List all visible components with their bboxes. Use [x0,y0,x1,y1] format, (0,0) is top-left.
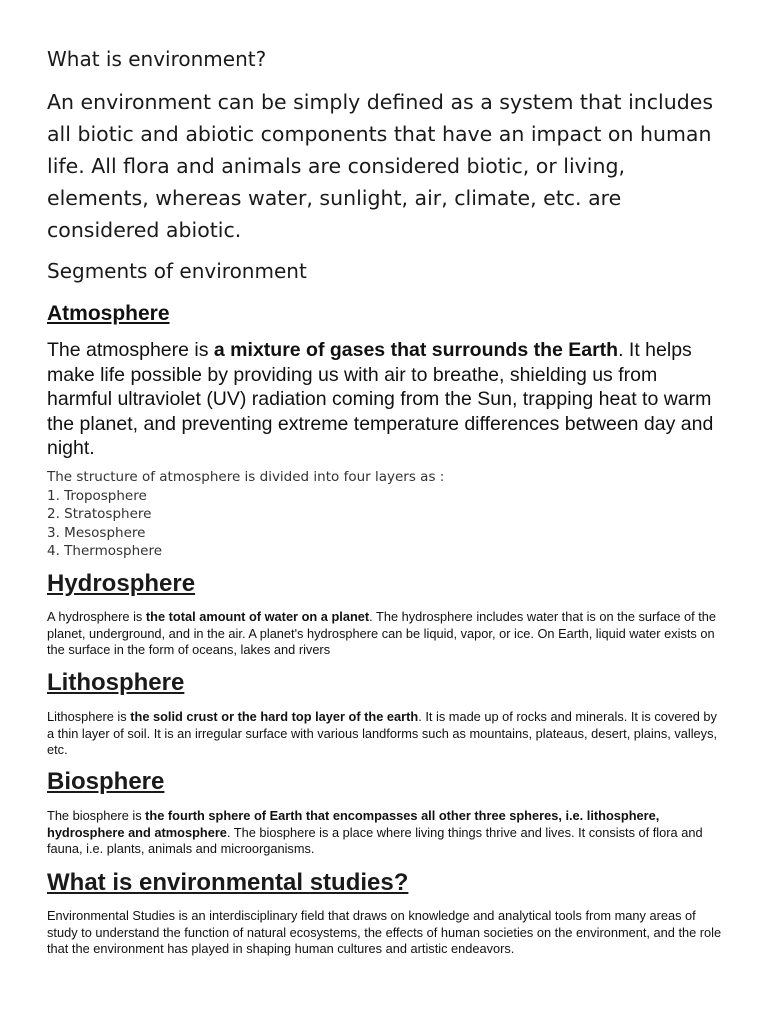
hydrosphere-heading: Hydrosphere [47,570,196,597]
segments-heading: Segments of environment [47,259,307,283]
hydrosphere-text-bold: the total amount of water on a planet [145,609,370,624]
hydrosphere-text-pre: A hydrosphere is [47,609,146,624]
biosphere-text-bold: the fourth sphere of Earth that encompasses all other three spheres, i.e. lithosphere, hydrosphere and atmosphere [47,808,660,840]
lithosphere-paragraph [47,709,727,759]
list-item: 2. Stratosphere [47,506,152,522]
atmosphere-text-bold: a mixture of gases that surrounds the Earth [213,339,619,361]
list-item: 3. Mesosphere [47,524,146,541]
lithosphere-text-bold: the solid crust or the hard top layer of the earth [130,709,419,724]
atmosphere-heading: Atmosphere [47,302,170,325]
env-studies-paragraph: Environmental Studies is an interdisciplinary field that draws on knowledge and analytical tools from many areas of study to understand the function of natural ecosystems, the effects of human societies on the environment, and the role that the environment has played in shaping human cultures and artistic endeavors. [47,908,722,956]
lithosphere-text-pre: Lithosphere is [47,709,131,724]
list-item: 4. Thermosphere [47,543,163,559]
biosphere-paragraph [47,808,727,858]
atmosphere-text-pre: The atmosphere is [47,339,214,361]
question-heading: What is environment? [47,47,267,71]
atmosphere-paragraph [47,338,727,461]
lithosphere-heading: Lithosphere [47,669,185,696]
list-item: 1. Troposphere [47,487,147,504]
hydrosphere-text-post: . The hydrosphere includes water that is on the surface of the planet, underground, and in the air. A planet's hydrosphere can be liquid, vapor, or ice. On Earth, liquid water exists on the surface in the form of oceans, lakes and rivers [47,609,717,657]
hydrosphere-paragraph [47,609,727,659]
atmosphere-layers [47,468,727,561]
layers-intro: The structure of atmosphere is divided into four layers as : [47,469,445,485]
biosphere-text-post: . The biosphere is a place where living things thrive and lives. It consists of flora and fauna, i.e. plants, animals and microorganisms. [47,824,703,856]
biosphere-heading: Biosphere [47,768,165,795]
biosphere-text-pre: The biosphere is [47,808,146,823]
atmosphere-text-post: . It helps make life possible by providing us with air to breathe, shielding us from harmful ultraviolet (UV) radiation coming from the Sun, trapping heat to warm the planet, and preventing extreme temperature differences between day and night. [47,339,714,459]
layers-list [47,487,727,561]
lithosphere-text-post: . It is made up of rocks and minerals. It is covered by a thin layer of soil. It is an irregular surface with various landforms such as mountains, plateaus, desert, plains, valleys, etc. [47,709,718,757]
env-studies-heading: What is environmental studies? [47,869,409,896]
intro-paragraph: An environment can be simply defined as a system that includes all biotic and abiotic components that have an impact on human life. All flora and animals are considered biotic, or living, elements, whereas water, sunlight, air, climate, etc. are considered abiotic. [47,90,714,242]
